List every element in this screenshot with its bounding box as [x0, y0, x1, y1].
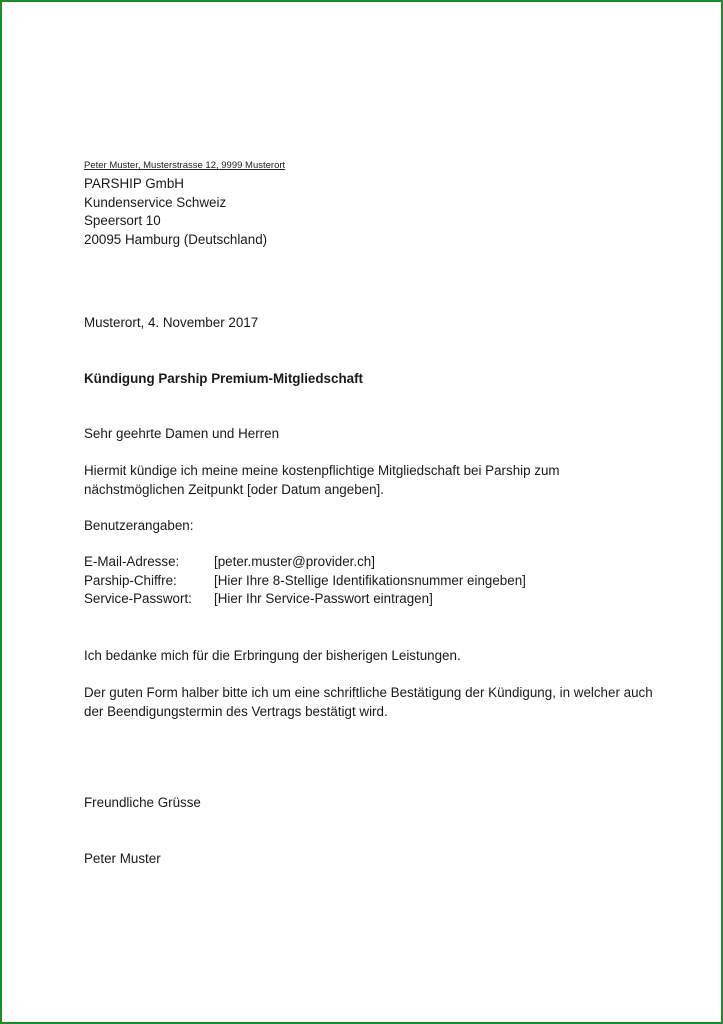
date-line: Musterort, 4. November 2017 — [84, 315, 259, 330]
user-data-row-password — [84, 590, 526, 609]
user-data-label: Parship-Chiffre: — [84, 572, 177, 588]
salutation: Sehr geehrte Damen und Herren — [84, 426, 280, 441]
cancellation-paragraph-line-2: nächstmöglichen Zeitpunkt [oder Datum angeben]. — [84, 481, 384, 497]
user-data-heading: Benutzerangaben: — [84, 518, 194, 533]
user-data-value: [peter.muster@provider.ch] — [214, 554, 375, 569]
recipient-address-block — [84, 175, 267, 249]
signature-name: Peter Muster — [84, 851, 161, 866]
user-data-label: E-Mail-Adresse: — [84, 554, 180, 569]
recipient-department: Kundenservice Schweiz — [84, 194, 227, 210]
recipient-company: PARSHIP GmbH — [84, 176, 184, 191]
user-data-row-chiffre — [84, 572, 526, 591]
subject-line: Kündigung Parship Premium-Mitgliedschaft — [84, 371, 363, 386]
cancellation-paragraph-line-1: Hiermit kündige ich meine meine kostenpflichtige Mitgliedschaft bei Parship zum — [84, 463, 560, 478]
recipient-street: Speersort 10 — [84, 213, 161, 228]
user-data-list — [84, 553, 526, 609]
confirmation-paragraph — [84, 684, 653, 721]
closing: Freundliche Grüsse — [84, 795, 201, 810]
sender-address-line: Peter Muster, Musterstrasse 12, 9999 Musterort — [84, 160, 286, 171]
confirmation-paragraph-line-1: Der guten Form halber bitte ich um eine schriftliche Bestätigung der Kündigung, in welcher auch — [84, 685, 653, 700]
thanks-line: Ich bedanke mich für die Erbringung der bisherigen Leistungen. — [84, 648, 461, 663]
cancellation-paragraph — [84, 462, 560, 499]
confirmation-paragraph-line-2: der Beendigungstermin des Vertrags bestätigt wird. — [84, 703, 388, 719]
recipient-city: 20095 Hamburg (Deutschland) — [84, 231, 268, 247]
user-data-row-email — [84, 553, 526, 572]
user-data-value: [Hier Ihre 8-Stellige Identifikationsnummer eingeben] — [214, 572, 526, 588]
user-data-label: Service-Passwort: — [84, 591, 192, 606]
user-data-value: [Hier Ihr Service-Passwort eintragen] — [214, 591, 433, 606]
